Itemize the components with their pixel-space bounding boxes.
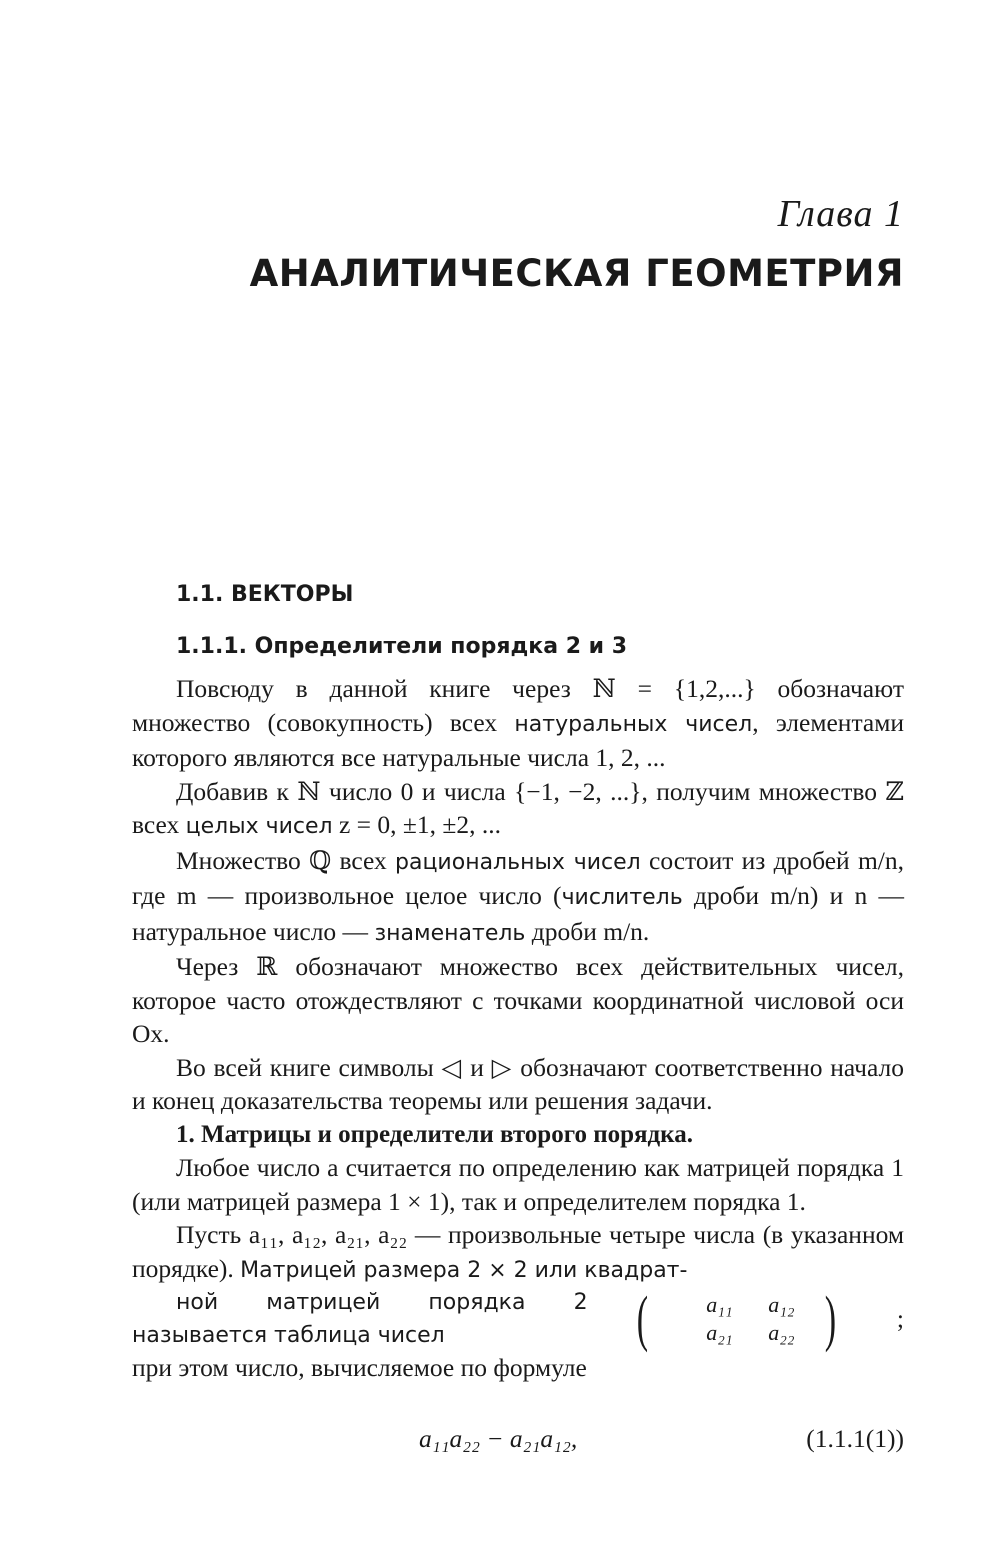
paragraph-heading-matrices: 1. Матрицы и определители второго порядка. [176,1120,693,1148]
term-integers: целых чисел [185,814,333,839]
paragraph-reals: Через ℝ обозначают множество всех действительных чисел, которое часто отождествляют с точками координатной числовой оси Ox. [132,952,904,1048]
paragraph-formula-intro: при этом число, вычисляемое по формуле [132,1353,587,1382]
paragraph-symbols: Во всей книге символы ◁ и ▷ обозначают соответственно начало и конец доказательства теоремы или решения задачи. [132,1052,904,1115]
matrix-cell: a₂₂ [768,1320,795,1345]
paragraph-order-one: Любое число a считается по определению как матрицей порядка 1 (или матрицей размера 1 × 1), так и определителем порядка 1. [132,1153,904,1216]
section-title: 1.1. ВЕКТОРЫ [176,582,354,607]
book-page [132,0,904,1560]
matrix-cell: a₁₁ [706,1292,733,1317]
formula-number: (1.1.1(1)) [806,1424,904,1453]
term-square-matrix: ной матрицей порядка 2 называется таблица чисел [132,1289,588,1348]
chapter-label: Глава 1 [777,193,904,235]
term-matrix: Матрицей размера 2 × 2 или квадрат- [240,1257,688,1283]
right-paren: ) [824,1285,837,1353]
chapter-title: АНАЛИТИЧЕСКАЯ ГЕОМЕТРИЯ [249,252,904,295]
left-paren: ( [636,1285,648,1353]
determinant-formula: a₁₁a₂₂ − a₂₁a₁₂, [419,1424,578,1453]
term-denominator: знаменатель [374,920,526,946]
subsection-title: 1.1.1. Определители порядка 2 и 3 [176,634,628,659]
term-numerator: числитель [561,885,683,910]
paragraph-matrix-def: Пусть a₁₁, a₁₂, a₂₁, a₂₂ — произвольные четыре числа (в указанном порядке). Матрицей размера 2 × 2 или квадрат- [132,1220,904,1283]
paragraph-naturals: Повсюду в данной книге через ℕ = {1,2,...} обозначают множество (совокупность) всех натуральных чисел, элементами которого являются все натуральные числа 1, 2, ... [132,674,905,772]
matrix-2x2 [598,1285,851,1353]
formula-row [132,1424,904,1464]
matrix-line: ной матрицей порядка 2 называется таблица чисел ( a₁₁ a₁₂ a₂₁ a₂₂ ) ; [132,1285,904,1353]
paragraph-rationals: Множество ℚ всех рациональных чисел состоит из дробей m/n, где m — произвольное целое число (числитель дроби m/n) и n — натуральное число — знаменатель дроби m/n. [132,845,905,946]
term-naturals: натуральных чисел [514,711,753,737]
body-text [132,672,904,1385]
matrix-cell: a₂₁ [706,1320,733,1345]
term-rationals: рациональных чисел [395,849,641,875]
matrix-cell: a₁₂ [768,1292,795,1317]
paragraph-integers: Добавив к ℕ число 0 и числа {−1, −2, ...}, получим множество ℤ всех целых чисел z = 0, ±1, ±2, ... [132,776,904,839]
